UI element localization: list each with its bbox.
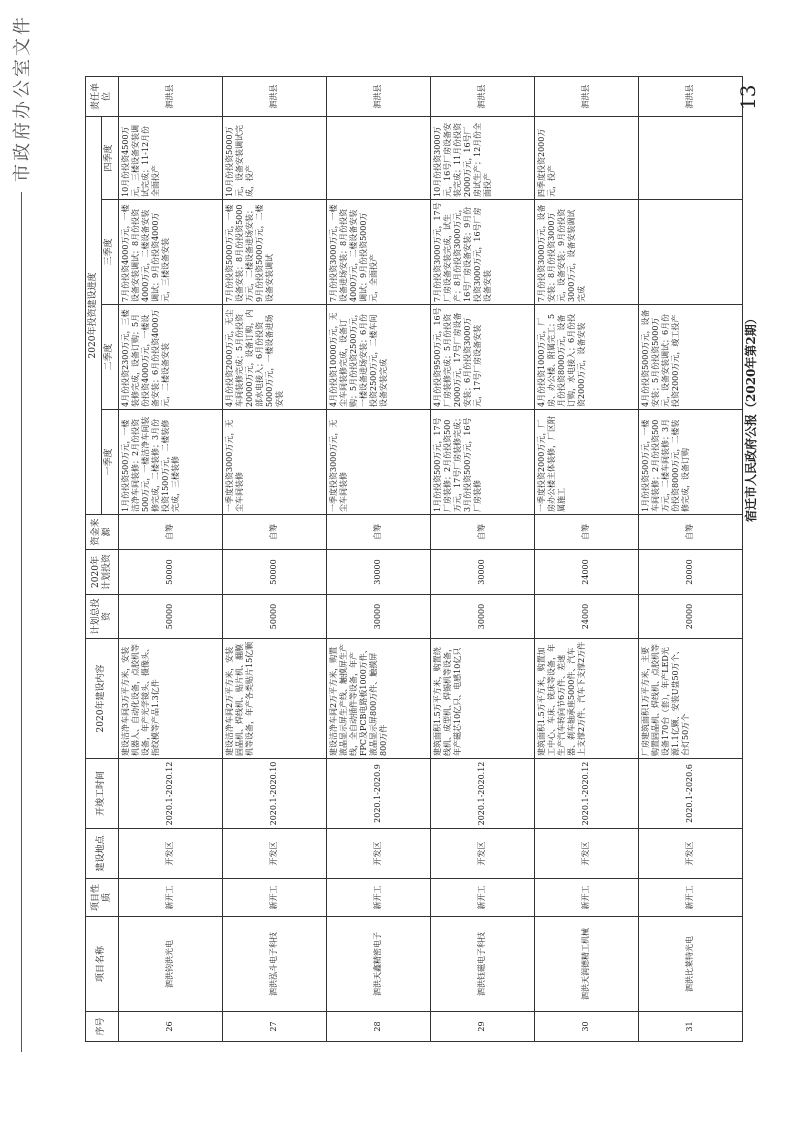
cell-no: 30 <box>534 1012 638 1042</box>
cell-source: 自筹 <box>118 515 222 550</box>
cell-q2: 4月份投资1000万元，厂房、办公楼、附属完工；5月份投资8000万元，设备订购，水电接入；6月份投资2000万元，设备安装 <box>534 305 638 410</box>
cell-unit: 泗洪县 <box>222 76 326 116</box>
cell-q2: 4月份投资10000万元，无尘车间装修完成，设备订购；5月份投资2500万元，一楼设备进场安装；6月份投资2500万元，二楼车间设备安装完成 <box>326 305 430 410</box>
cell-name: 泗洪钰磁电子科技 <box>430 917 534 1012</box>
cell-nature: 新开工 <box>430 879 534 917</box>
cell-source: 自筹 <box>638 515 742 550</box>
table-row <box>118 76 222 1041</box>
table-body <box>118 76 742 1041</box>
cell-period: 2020.1-2020.12 <box>534 759 638 829</box>
cell-period: 2020.1-2020.6 <box>638 759 742 829</box>
col-header-period: 开竣工时间 <box>86 759 119 829</box>
cell-name: 泗洪比莱特光电 <box>638 917 742 1012</box>
cell-unit: 泗洪县 <box>326 76 430 116</box>
cell-no: 26 <box>118 1012 222 1042</box>
col-header-q1: 一季度 <box>102 410 118 515</box>
cell-period: 2020.1-2020.9 <box>326 759 430 829</box>
cell-name: 泗洪天鑫精密电子 <box>326 917 430 1012</box>
cell-source: 自筹 <box>222 515 326 550</box>
cell-q1: 一季度投资3000万元，无尘车间装修 <box>222 410 326 515</box>
cell-total: 20000 <box>638 595 742 639</box>
cell-content: 建设洁净车间2万平方米，购置液晶显示屏生产线、触摸屏生产线，全自动插件等设备，年产FPC及PCB电路板1000万件、液晶显示屏800万件、触摸屏800万件 <box>326 639 430 759</box>
cell-q4: 四季度投资2000万元，投产 <box>534 116 638 199</box>
cell-source: 自筹 <box>326 515 430 550</box>
investment-table <box>85 76 743 1042</box>
col-header-location: 建设地点 <box>86 829 119 879</box>
cell-q3 <box>638 200 742 305</box>
cell-location: 开发区 <box>430 829 534 879</box>
page-number: 13 <box>736 84 760 110</box>
cell-content: 建设洁净车间2万平方米，安装固晶机、焊线机、贴片机、翻膜机等设备，年产各类贴片15亿颗 <box>222 639 326 759</box>
cell-unit: 泗洪县 <box>430 76 534 116</box>
cell-name: 泗洪钧洪光电 <box>118 917 222 1012</box>
cell-plan2020: 30000 <box>430 550 534 595</box>
cell-total: 24000 <box>534 595 638 639</box>
table-row <box>326 76 430 1041</box>
cell-q4 <box>326 116 430 199</box>
cell-q2: 4月份投资2000万元，无尘车间装修完成；5月份投资20000万元，设备订购，内部水电接入；6月份投资5000万元，一楼设备进场安装 <box>222 305 326 410</box>
cell-nature: 新开工 <box>118 879 222 917</box>
cell-nature: 新开工 <box>638 879 742 917</box>
cell-no: 29 <box>430 1012 534 1042</box>
cell-unit: 泗洪县 <box>638 76 742 116</box>
cell-period: 2020.1-2020.12 <box>430 759 534 829</box>
cell-no: 28 <box>326 1012 430 1042</box>
col-header-q3: 三季度 <box>102 200 118 305</box>
cell-q4: 10月份投资4500万元，三楼设备安装调试完成；11-12月份全面投产 <box>118 116 222 199</box>
cell-location: 开发区 <box>638 829 742 879</box>
header-rule <box>21 192 22 1052</box>
cell-q3: 7月份投资3000万元，一楼设备进场安装；8月份投资4000万元，二楼设备安装调试；9月份投资5000万元，全面投产 <box>326 200 430 305</box>
table-row <box>222 76 326 1041</box>
cell-plan2020: 20000 <box>638 550 742 595</box>
cell-content: 建筑面积1.5万平方米，购置绕线机、成型机、焊锡机等设备，年产磁芯10亿只、电感10亿只 <box>430 639 534 759</box>
cell-q4 <box>638 116 742 199</box>
cell-location: 开发区 <box>222 829 326 879</box>
col-header-nature: 项目性质 <box>86 879 119 917</box>
cell-q1: 一季度投资3000万元，无尘车间装修 <box>326 410 430 515</box>
cell-plan2020: 50000 <box>222 550 326 595</box>
cell-content: 建设洁净车间3万平方米，安装机器人、自动化设备，点胶机等设备，年产光学镜头、摄像头、指纹模等产品1.3亿件 <box>118 639 222 759</box>
cell-q3: 7月份投资5000万元，一楼设备安装；8月份投资5000万元，二楼设备进场安装；9月份投资5000万元，二楼设备安装调试 <box>222 200 326 305</box>
col-header-no: 序号 <box>86 1012 119 1042</box>
table-row <box>534 76 638 1041</box>
cell-source: 自筹 <box>534 515 638 550</box>
cell-name: 泗洪天润德精工机械 <box>534 917 638 1012</box>
cell-q1: 1月份投资500万元，17号厂房装修；2月份投资500万元，17号厂房装修完成；3月份投资500万元，16号厂房装修 <box>430 410 534 515</box>
cell-q2: 4月份投资5000万元，设备安装；5月份投资5000万元，设备安装调试；6月份投资2000万元，竣工投产 <box>638 305 742 410</box>
cell-plan2020: 50000 <box>118 550 222 595</box>
cell-q4: 10月份投资5000万元，设备安装调试完成，投产 <box>222 116 326 199</box>
table-row <box>638 76 742 1041</box>
cell-nature: 新开工 <box>534 879 638 917</box>
cell-q2: 4月份投资2300万元，三楼装修完成，设备订购；5月份投资4000万元，一楼设备安装；6月份投资4000万元，二楼设备安装 <box>118 305 222 410</box>
cell-period: 2020.1-2020.12 <box>118 759 222 829</box>
cell-total: 30000 <box>326 595 430 639</box>
col-header-q2: 二季度 <box>102 305 118 410</box>
cell-location: 开发区 <box>534 829 638 879</box>
cell-nature: 新开工 <box>222 879 326 917</box>
cell-location: 开发区 <box>326 829 430 879</box>
cell-total: 50000 <box>118 595 222 639</box>
cell-no: 31 <box>638 1012 742 1042</box>
cell-period: 2020.1-2020.10 <box>222 759 326 829</box>
cell-q3: 7月份投资3000万元，17号厂房设备安装完成，试生产；8月份投资3000万元，16号厂房设备安装；9月份投资3000万元，16号厂房设备安装 <box>430 200 534 305</box>
cell-no: 27 <box>222 1012 326 1042</box>
cell-q3: 7月份投资4000万元，一楼设备安装调试；8月份投资4000万元，二楼设备安装调试；9月份投资4000万元，三楼设备安装 <box>118 200 222 305</box>
col-header-unit: 责任单位 <box>86 76 119 116</box>
col-header-source: 资金来源 <box>86 515 119 550</box>
cell-q4: 10月份投资3000万元，16号厂房设备安装完成；11月份投资2000万元，16号厂房试生产；12月份全面投产 <box>430 116 534 199</box>
cell-source: 自筹 <box>430 515 534 550</box>
cell-q1: 1月份投资500万元，一楼洁净车间装修；2月份投资500万元，一楼洁净车间装修完成，二楼装修；3月份投资1500万元，二楼装修完成，三楼装修 <box>118 410 222 515</box>
col-header-progress: 2020年投资建设进度 <box>86 116 102 514</box>
cell-q1: 1月份投资500万元，一楼车间装修；2月份投资500万元，二楼车间装修；3月份投资8000万元，二楼装修完成，设备订购 <box>638 410 742 515</box>
col-header-plan2020: 2020年计划投资 <box>86 550 119 595</box>
cell-plan2020: 24000 <box>534 550 638 595</box>
header-row-1 <box>86 76 102 1041</box>
cell-content: 建筑面积1.5万平方米，购置加工中心、车床、铣床等设备，年生产汽车转向节6万件、差速器、刹车轴承座5000件、汽车上支撑2万件、汽车下支撑2万件 <box>534 639 638 759</box>
cell-content: 厂房建筑面积1万平方米，主要购置固晶机、焊线机、点胶机等设备170台（套），年产LED光源1.1亿颗、安装U盘50万个、台灯50万个 <box>638 639 742 759</box>
cell-unit: 泗洪县 <box>118 76 222 116</box>
cell-q2: 4月份投资9500万元，16号厂房装修完成；5月份投资2000万元，17号厂房设备安装；6月份投资3000万元，17号厂房设备安装 <box>430 305 534 410</box>
header-title: 市政府办公室文件 <box>12 14 33 182</box>
cell-total: 50000 <box>222 595 326 639</box>
cell-total: 30000 <box>430 595 534 639</box>
cell-plan2020: 30000 <box>326 550 430 595</box>
footer-journal: 宿迁市人民政府公报（2020年第2期） <box>744 312 758 522</box>
cell-nature: 新开工 <box>326 879 430 917</box>
col-header-q4: 四季度 <box>102 116 118 199</box>
col-header-name: 项目名称 <box>86 917 119 1012</box>
cell-q1: 一季度投资2000万元，厂房办公楼主体装修，厂区附属施工 <box>534 410 638 515</box>
col-header-total: 计划总投资 <box>86 595 119 639</box>
table-row <box>430 76 534 1041</box>
cell-name: 泗洪泓斗电子科技 <box>222 917 326 1012</box>
cell-unit: 泗洪县 <box>534 76 638 116</box>
col-header-content: 2020年建设内容 <box>86 639 119 759</box>
cell-q3: 7月份投资3000万元，设备安装；8月份投资3000万元，设备安装；9月份投资3000万元，设备安装调试完成 <box>534 200 638 305</box>
cell-location: 开发区 <box>118 829 222 879</box>
